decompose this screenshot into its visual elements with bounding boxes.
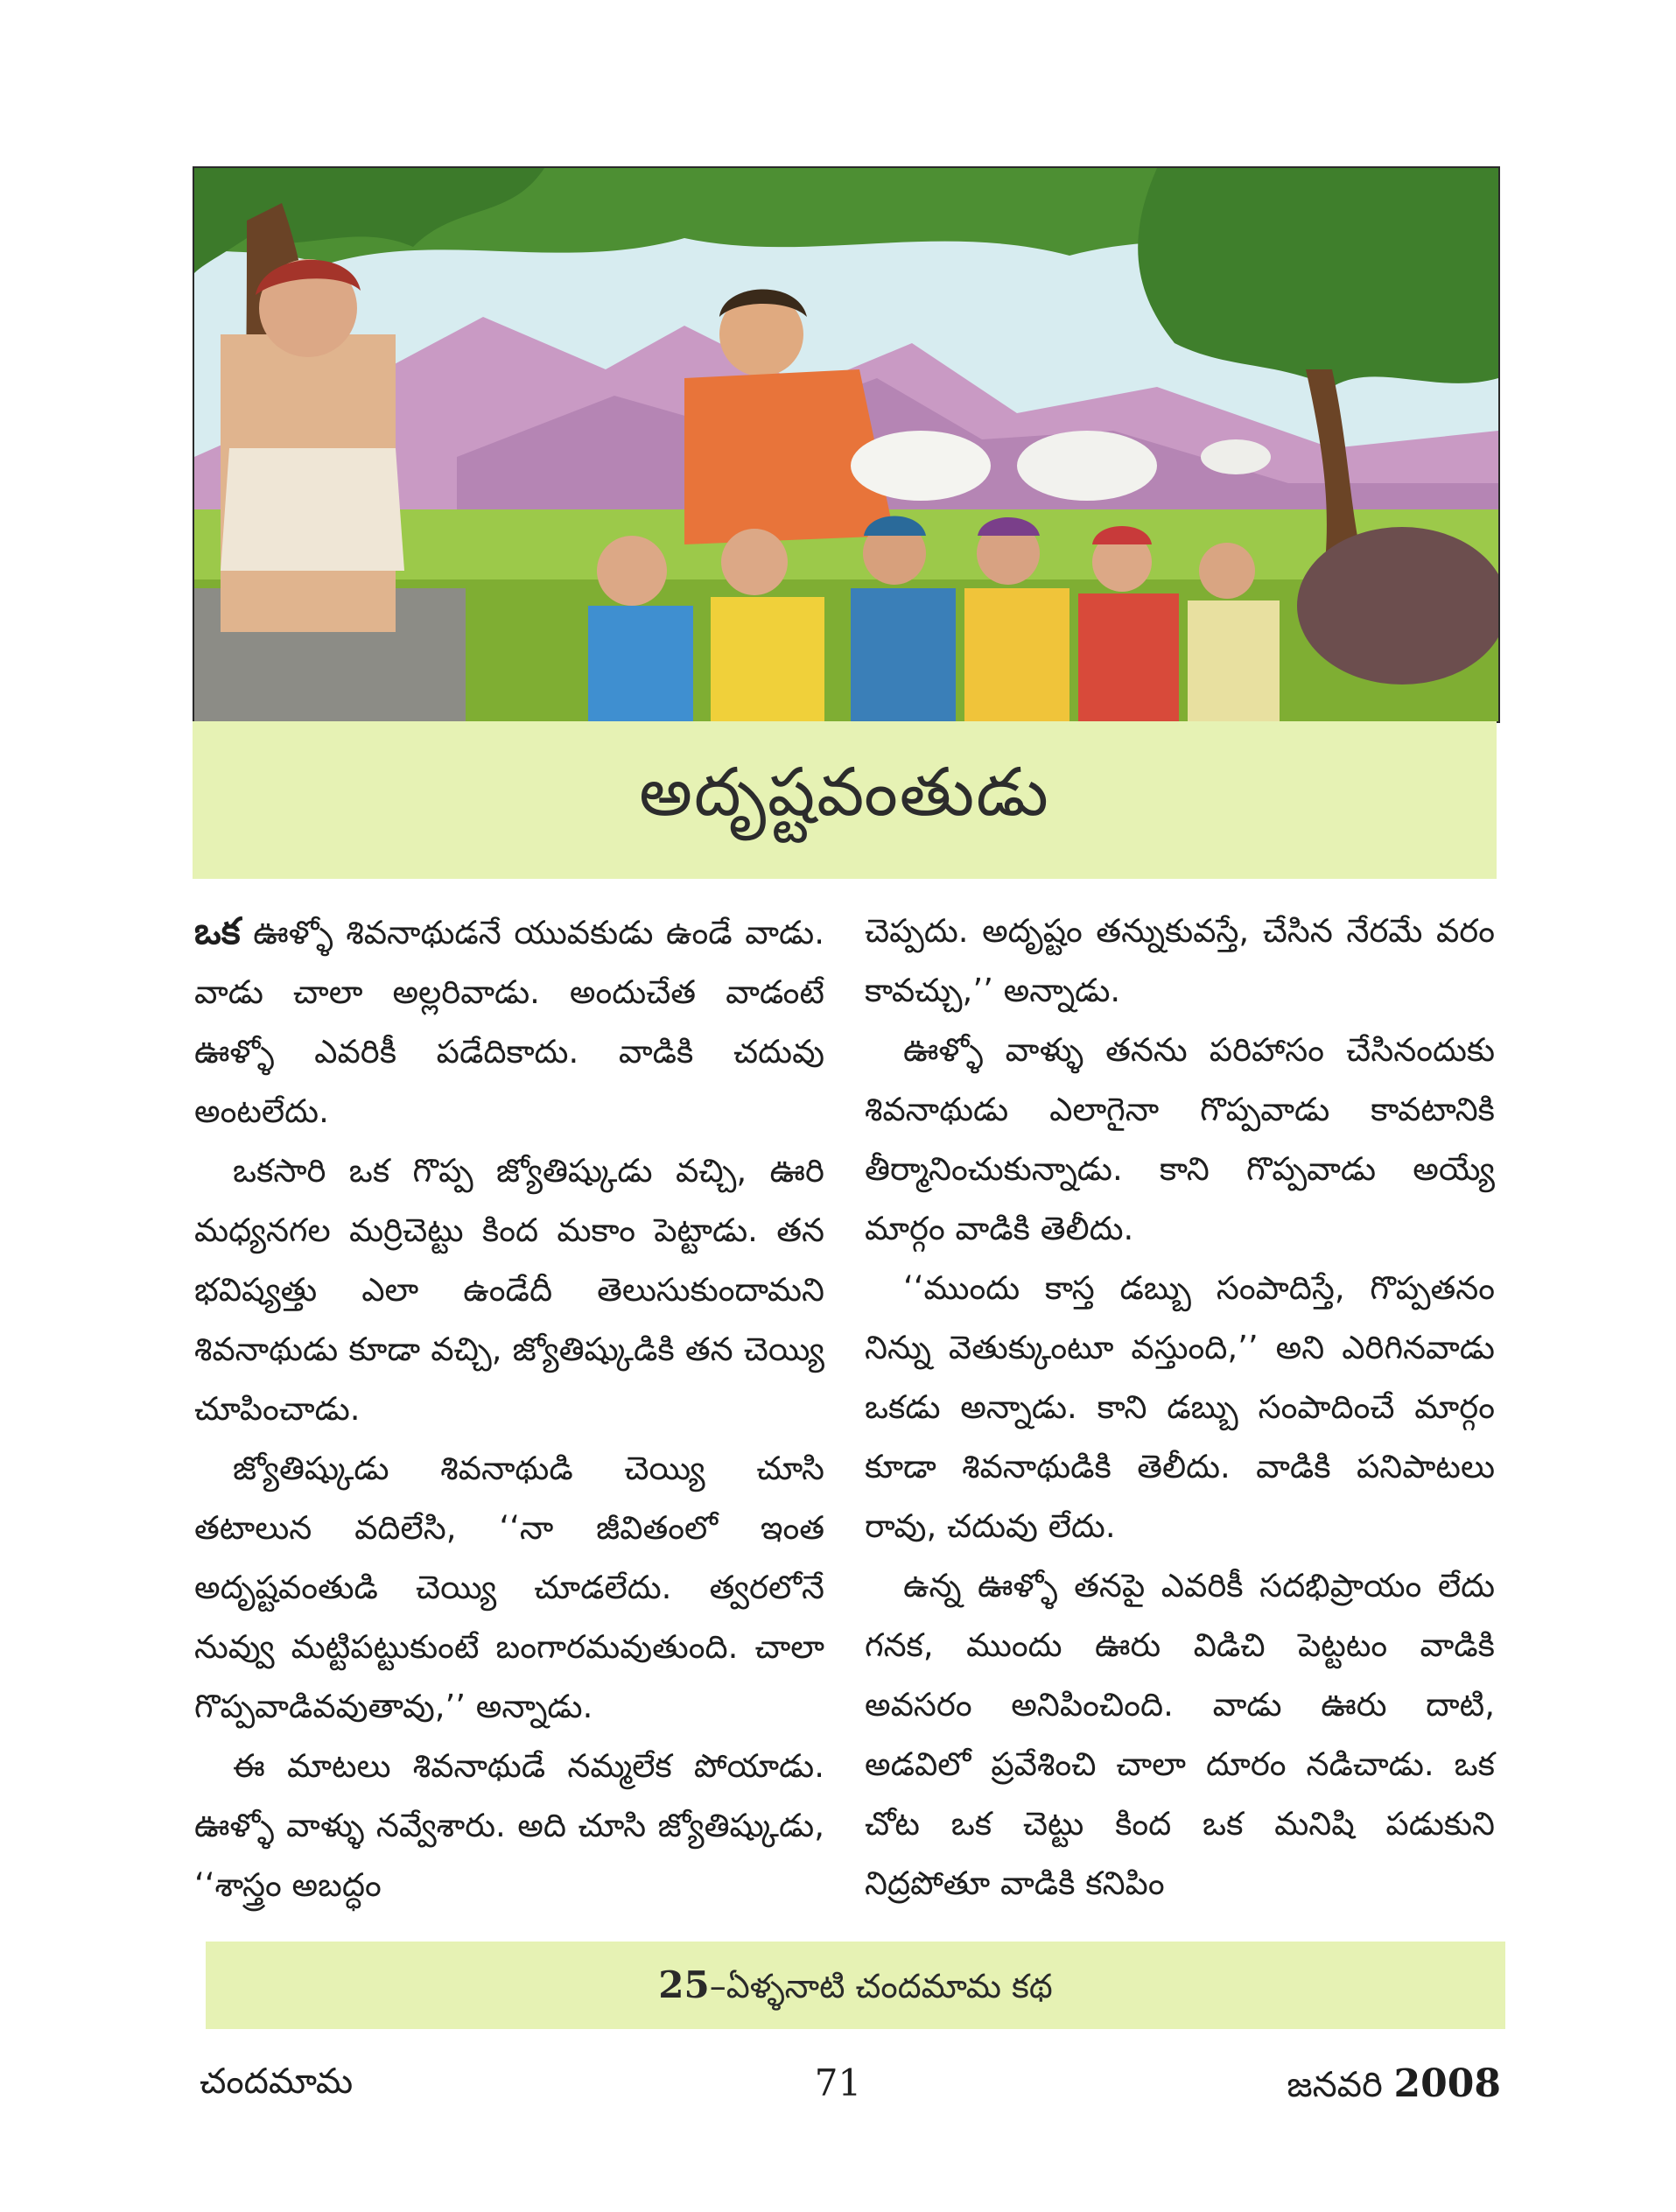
paragraph-text: ఊళ్ళో శివనాథుడనే యువకుడు ఉండే వాడు. వాడు చాలా అల్లరివాడు. అందుచేత వాడంటే ఊళ్ళో ఎవరికీ పడేదికాదు. వాడికి చదువు అంటలేదు. — [194, 914, 824, 1130]
paragraph: చెప్పదు. అదృష్టం తన్నుకువస్తే, చేసిన నేరమే వరం కావచ్చు,’’ అన్నాడు. — [865, 912, 1495, 1009]
footer-month: జనవరి — [1287, 2065, 1383, 2105]
paragraph: ఊళ్ళో వాళ్ళు తనను పరిహాసం చేసినందుకు శివనాథుడు ఎలాగైనా గొప్పవాడు కావటానికి తీర్మానించుకున్నాడు. కాని గొప్పవాడు అయ్యే మార్గం వాడికి తెలీదు. — [865, 1031, 1495, 1247]
right-column — [865, 902, 1495, 1914]
paragraph — [194, 902, 824, 1141]
paragraph: ఈ మాటలు శివనాథుడే నమ్మలేక పోయాడు. ఊళ్ళో వాళ్ళు నవ్వేశారు. అది చూసి జ్యోతిష్కుడు, ‘‘శాస్త్రం అబద్ధం — [194, 1747, 824, 1904]
footer-year: 2008 — [1393, 2061, 1501, 2106]
paragraph: ఒకసారి ఒక గొప్ప జ్యోతిష్కుడు వచ్చి, ఊరి మధ్యనగల మర్రిచెట్టు కింద మకాం పెట్టాడు. తన భవిష్యత్తు ఎలా ఉండేదీ తెలుసుకుందామని శివనాథుడు కూడా వచ్చి, జ్యోతిష్కుడికి తన చెయ్యి చూపించాడు. — [194, 1152, 824, 1428]
left-column — [194, 902, 824, 1915]
title-band — [193, 721, 1497, 879]
village-scene-drawing — [194, 168, 1498, 721]
paragraph: ఉన్న ఊళ్ళో తనపై ఎవరికీ సదభిప్రాయం లేదు గనక, ముందు ఊరు విడిచి పెట్టటం వాడికి అవసరం అనిపించింది. వాడు ఊరు దాటి, అడవిలో ప్రవేశించి చాలా దూరం నడిచాడు. ఒక చోట ఒక చెట్టు కింద ఒక మనిషి పడుకుని నిద్రపోతూ వాడికి కనిపిం — [865, 1567, 1495, 1902]
story-title: అదృష్టవంతుడు — [639, 753, 1050, 831]
footer-page-number: 71 — [814, 2061, 862, 2104]
banner-text: –ఏళ్ళనాటి చందమామ కథ — [709, 1967, 1053, 2005]
footer-date — [1287, 2061, 1501, 2114]
footer-magazine-name: చందమామ — [200, 2061, 354, 2102]
paragraph: ‘‘ముందు కాస్త డబ్బు సంపాదిస్తే, గొప్పతనం నిన్ను వెతుక్కుంటూ వస్తుంది,’’ అని ఎరిగినవాడు ఒకడు అన్నాడు. కాని డబ్బు సంపాదించే మార్గం కూడా శివనాథుడికి తెలీదు. వాడికి పనిపాటలు రావు, చదువు లేదు. — [865, 1269, 1495, 1545]
banner-number: 25 — [658, 1963, 710, 2006]
series-banner — [206, 1942, 1505, 2029]
opening-word: ఒక — [194, 909, 241, 952]
paragraph: జ్యోతిష్కుడు శివనాథుడి చెయ్యి చూసి తటాలున వదిలేసి, ‘‘నా జీవితంలో ఇంత అదృష్టవంతుడి చెయ్యి చూడలేదు. త్వరలోనే నువ్వు మట్టిపట్టుకుంటే బంగారమవుతుంది. చాలా గొప్పవాడివవుతావు,’’ అన్నాడు. — [194, 1450, 824, 1725]
story-illustration — [193, 166, 1500, 723]
